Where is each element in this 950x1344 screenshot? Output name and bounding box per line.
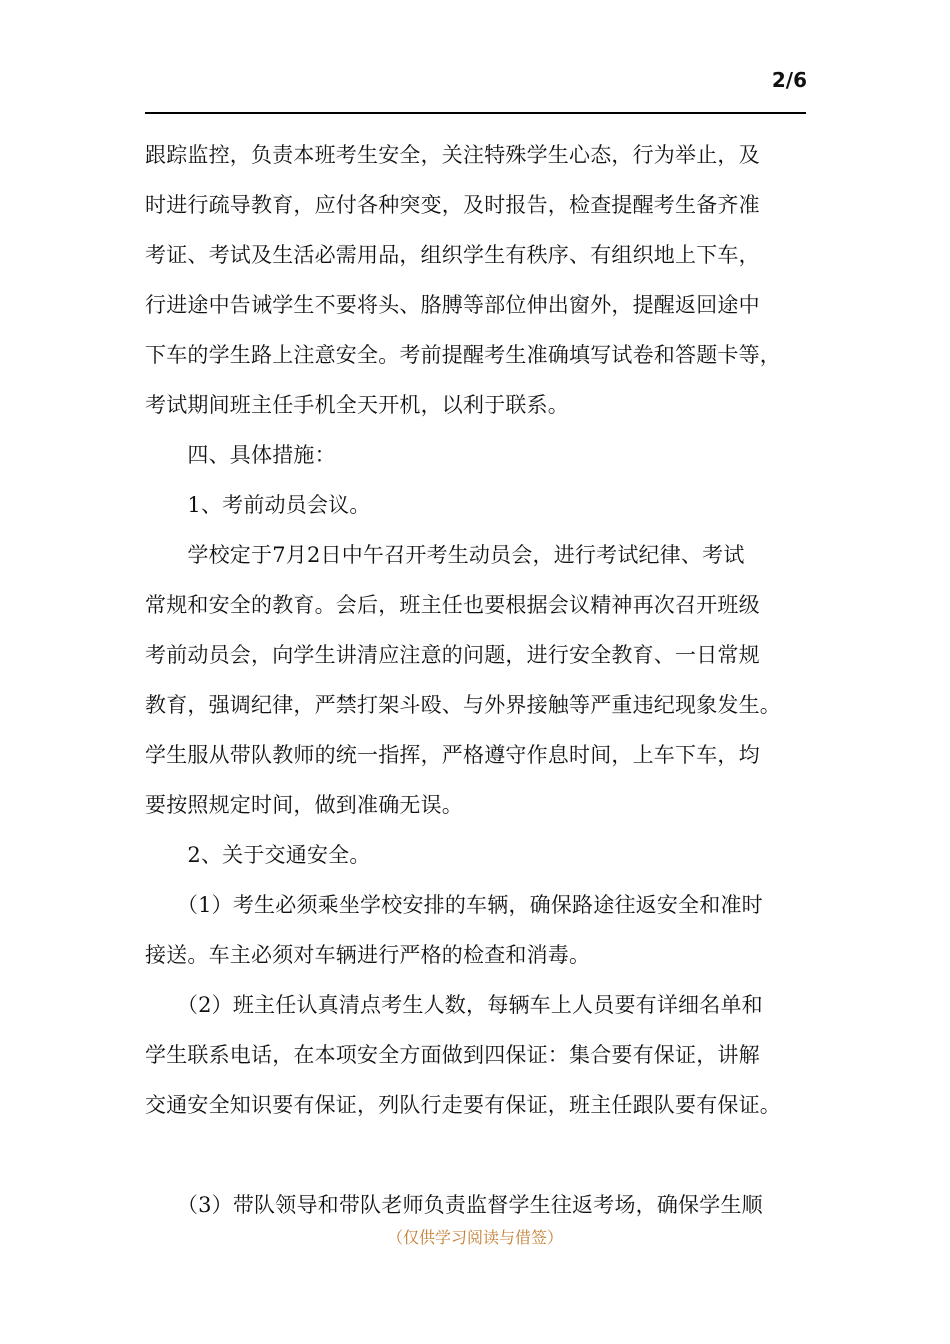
text-line: 要按照规定时间，做到准确无误。 [145,793,463,817]
text-line: 接送。车主必须对车辆进行严格的检查和消毒。 [145,943,591,967]
text-line: 考试期间班主任手机全天开机，以利于联系。 [145,393,569,417]
page-number: 2/6 [771,68,807,92]
section-heading: 四、具体措施： [145,443,336,467]
text-line: 下车的学生路上注意安全。考前提醒考生准确填写试卷和答题卡等， [145,343,781,367]
text-line: 跟踪监控，负责本班考生安全，关注特殊学生心态，行为举止，及 [145,143,760,167]
text-line: 学生联系电话，在本项安全方面做到四保证：集合要有保证，讲解 [145,1043,760,1067]
text-line: 学校定于7月2日中午召开考生动员会，进行考试纪律、考试 [145,543,745,567]
paragraph-gap [145,1130,817,1180]
subsection-heading: 2、关于交通安全。 [145,843,371,867]
text-line: 考前动员会，向学生讲清应注意的问题，进行安全教育、一日常规 [145,643,760,667]
text-line: （1）考生必须乘坐学校安排的车辆，确保路途往返安全和准时 [145,893,763,917]
footer-note: （仅供学习阅读与借签） [386,1228,563,1247]
text-line: 交通安全知识要有保证，列队行走要有保证，班主任跟队要有保证。 [145,1093,781,1117]
text-line: （2）班主任认真清点考生人数，每辆车上人员要有详细名单和 [145,993,763,1017]
subsection-heading: 1、考前动员会议。 [145,493,371,517]
text-line: 行进途中告诫学生不要将头、胳膊等部位伸出窗外，提醒返回途中 [145,293,760,317]
text-line: 常规和安全的教育。会后，班主任也要根据会议精神再次召开班级 [145,593,760,617]
text-line: 学生服从带队教师的统一指挥，严格遵守作息时间，上车下车，均 [145,743,760,767]
body-text [145,130,817,1230]
text-line: 考证、考试及生活必需用品，组织学生有秩序、有组织地上下车， [145,243,760,267]
text-line: （3）带队领导和带队老师负责监督学生往返考场，确保学生顺 [145,1193,763,1217]
text-line: 教育，强调纪律，严禁打架斗殴、与外界接触等严重违纪现象发生。 [145,693,781,717]
header-rule [145,112,806,114]
text-line: 时进行疏导教育，应付各种突变，及时报告，检查提醒考生备齐准 [145,193,760,217]
